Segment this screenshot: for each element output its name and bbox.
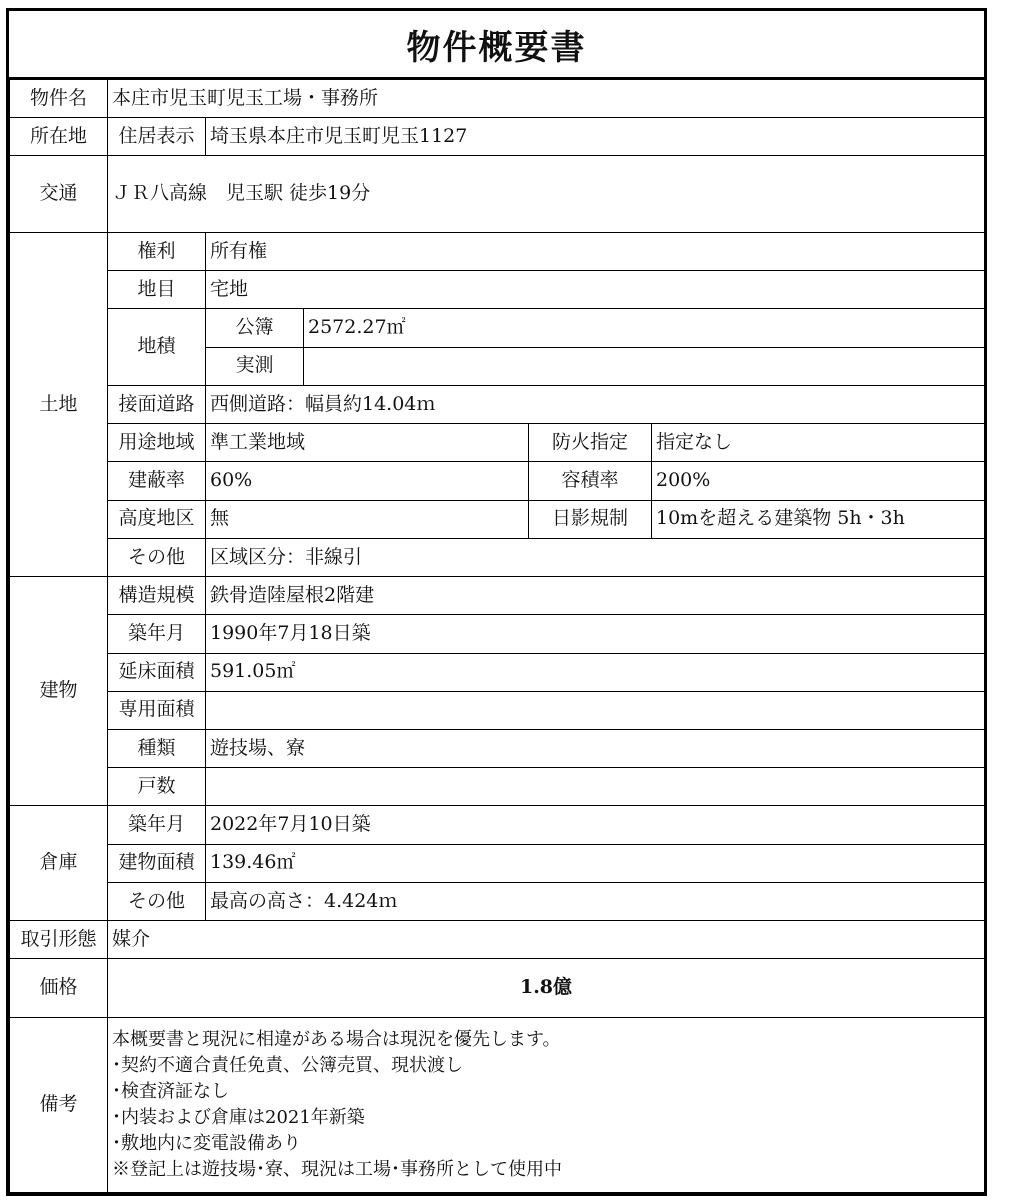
remarks-line: ･契約不適合責任免責、公簿売買、現状渡し [112, 1054, 463, 1076]
remarks-label: 備考 [10, 1017, 108, 1192]
row-remarks [10, 1017, 985, 1192]
row-transaction [10, 921, 985, 959]
building-units-label: 戸数 [108, 768, 206, 806]
land-height-value: 無 [206, 500, 529, 538]
land-label: 土地 [10, 232, 108, 576]
land-road-label: 接面道路 [108, 385, 206, 423]
warehouse-built-value: 2022年7月10日築 [206, 806, 985, 844]
row-warehouse-built [10, 806, 985, 844]
row-warehouse-other [10, 882, 985, 920]
land-height-label: 高度地区 [108, 500, 206, 538]
row-land-area-registry [10, 309, 985, 347]
building-type-value: 遊技場、寮 [206, 729, 985, 767]
price-value: 1.8億 [108, 959, 985, 1017]
land-area-registry-label: 公簿 [206, 309, 304, 347]
building-type-label: 種類 [108, 729, 206, 767]
row-building-structure [10, 577, 985, 615]
row-land-height [10, 500, 985, 538]
warehouse-other-label: その他 [108, 882, 206, 920]
remarks-line: ･敷地内に変電設備あり [112, 1132, 301, 1154]
land-zoning-label: 用途地域 [108, 424, 206, 462]
row-land-other [10, 538, 985, 576]
row-building-floor-area [10, 653, 985, 691]
row-land-road [10, 385, 985, 423]
building-structure-value: 鉄骨造陸屋根2階建 [206, 577, 985, 615]
land-coverage-value: 60% [206, 462, 529, 500]
location-sub-label: 住居表示 [108, 118, 206, 156]
row-property-name [10, 80, 985, 118]
warehouse-other-value: 最高の高さ：4.424ｍ [206, 882, 985, 920]
building-built-value: 1990年7月18日築 [206, 615, 985, 653]
land-rights-value: 所有権 [206, 232, 985, 270]
building-label: 建物 [10, 577, 108, 806]
remarks-line: 本概要書と現況に相違がある場合は現況を優先します。 [112, 1028, 561, 1050]
warehouse-area-label: 建物面積 [108, 844, 206, 882]
land-rights-label: 権利 [108, 232, 206, 270]
property-name-label: 物件名 [10, 80, 108, 118]
land-other-value: 区域区分：非線引 [206, 538, 985, 576]
warehouse-built-label: 築年月 [108, 806, 206, 844]
row-building-exclusive-area [10, 691, 985, 729]
land-category-label: 地目 [108, 271, 206, 309]
row-land-rights [10, 232, 985, 270]
land-road-value: 西側道路：幅員約14.04ｍ [206, 385, 985, 423]
row-land-coverage [10, 462, 985, 500]
land-shadow-label: 日影規制 [529, 500, 652, 538]
land-fire-value: 指定なし [652, 424, 985, 462]
building-units-value [206, 768, 985, 806]
building-exclusive-area-value [206, 691, 985, 729]
property-table [9, 79, 985, 1193]
land-shadow-value: 10mを超える建築物 5h・3h [652, 500, 985, 538]
remarks-line: ※登記上は遊技場･寮、現況は工場･事務所として使用中 [112, 1158, 562, 1180]
location-value: 埼玉県本庄市児玉町児玉1127 [206, 118, 985, 156]
row-land-zoning [10, 424, 985, 462]
row-building-type [10, 729, 985, 767]
row-transport [10, 156, 985, 232]
building-exclusive-area-label: 専用面積 [108, 691, 206, 729]
land-category-value: 宅地 [206, 271, 985, 309]
row-price [10, 959, 985, 1017]
row-building-units [10, 768, 985, 806]
transport-value: ＪＲ八高線 児玉駅 徒歩19分 [108, 156, 985, 232]
land-far-value: 200% [652, 462, 985, 500]
transaction-value: 媒介 [108, 921, 985, 959]
row-location [10, 118, 985, 156]
page-title: 物件概要書 [9, 11, 984, 79]
row-warehouse-area [10, 844, 985, 882]
property-summary-sheet [6, 8, 987, 1196]
building-floor-area-label: 延床面積 [108, 653, 206, 691]
building-floor-area-value: 591.05㎡ [206, 653, 985, 691]
transaction-label: 取引形態 [10, 921, 108, 959]
land-area-actual-value [304, 347, 985, 385]
land-fire-label: 防火指定 [529, 424, 652, 462]
land-coverage-label: 建蔽率 [108, 462, 206, 500]
warehouse-label: 倉庫 [10, 806, 108, 921]
transport-label: 交通 [10, 156, 108, 232]
land-area-actual-label: 実測 [206, 347, 304, 385]
land-zoning-value: 準工業地域 [206, 424, 529, 462]
building-structure-label: 構造規模 [108, 577, 206, 615]
land-area-registry-value: 2572.27㎡ [304, 309, 985, 347]
row-land-category [10, 271, 985, 309]
location-label: 所在地 [10, 118, 108, 156]
property-name-value: 本庄市児玉町児玉工場・事務所 [108, 80, 985, 118]
remarks-line: ･内装および倉庫は2021年新築 [112, 1106, 365, 1128]
price-label: 価格 [10, 959, 108, 1017]
remarks-value [108, 1017, 985, 1192]
land-area-label: 地積 [108, 309, 206, 385]
warehouse-area-value: 139.46㎡ [206, 844, 985, 882]
remarks-line: ･検査済証なし [112, 1080, 229, 1102]
land-far-label: 容積率 [529, 462, 652, 500]
row-building-built [10, 615, 985, 653]
building-built-label: 築年月 [108, 615, 206, 653]
land-other-label: その他 [108, 538, 206, 576]
